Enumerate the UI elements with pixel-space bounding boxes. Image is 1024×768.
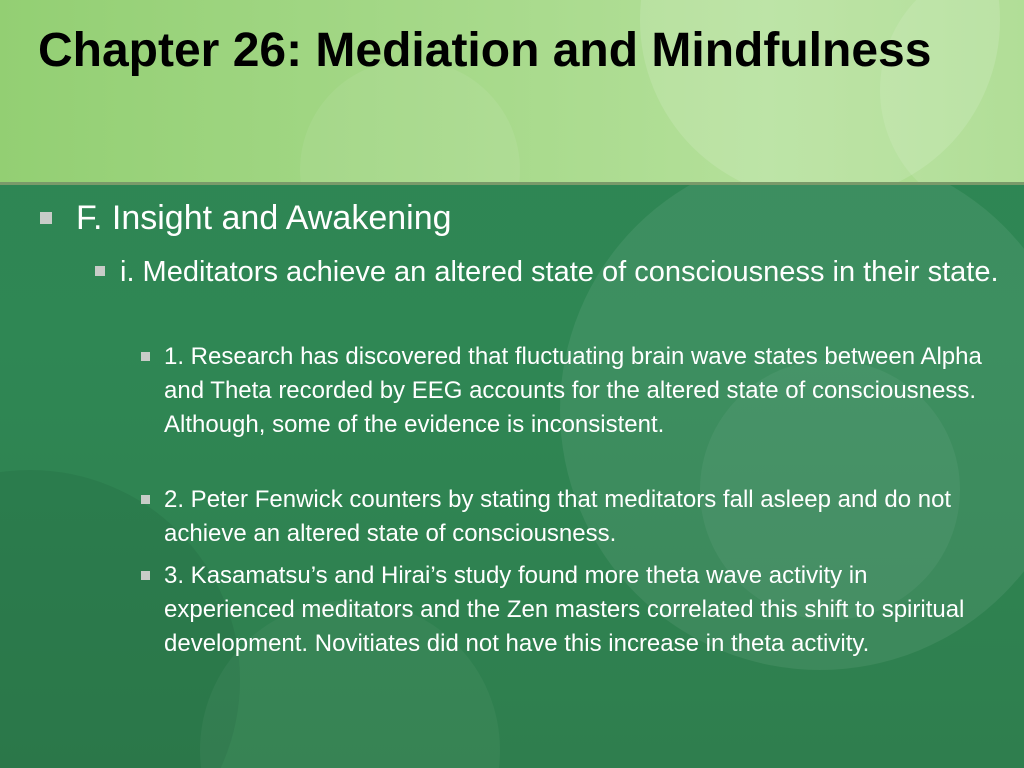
bullet-level-3: 1. Research has discovered that fluctuating brain wave states between Alpha and Theta recorded by EEG accounts for the altered state of consciousness. Although, some of the evidence is inconsistent. xyxy=(164,343,982,438)
square-bullet-icon xyxy=(141,352,150,361)
square-bullet-icon xyxy=(95,266,105,276)
bullet-level-3: 3. Kasamatsu’s and Hirai’s study found more theta wave activity in experienced meditators and the Zen masters correlated this shift to spiritual development. Novitiates did not have this increase in theta activity. xyxy=(164,562,965,657)
square-bullet-icon xyxy=(141,571,150,580)
slide-title: Chapter 26: Mediation and Mindfulness xyxy=(38,24,932,77)
square-bullet-icon xyxy=(40,212,52,224)
square-bullet-icon xyxy=(141,495,150,504)
bullet-level-1: F. Insight and Awakening xyxy=(76,199,452,237)
bullet-level-2: i. Meditators achieve an altered state of consciousness in their state. xyxy=(120,256,999,288)
bullet-level-3: 2. Peter Fenwick counters by stating that meditators fall asleep and do not achieve an altered state of consciousness. xyxy=(164,486,952,547)
